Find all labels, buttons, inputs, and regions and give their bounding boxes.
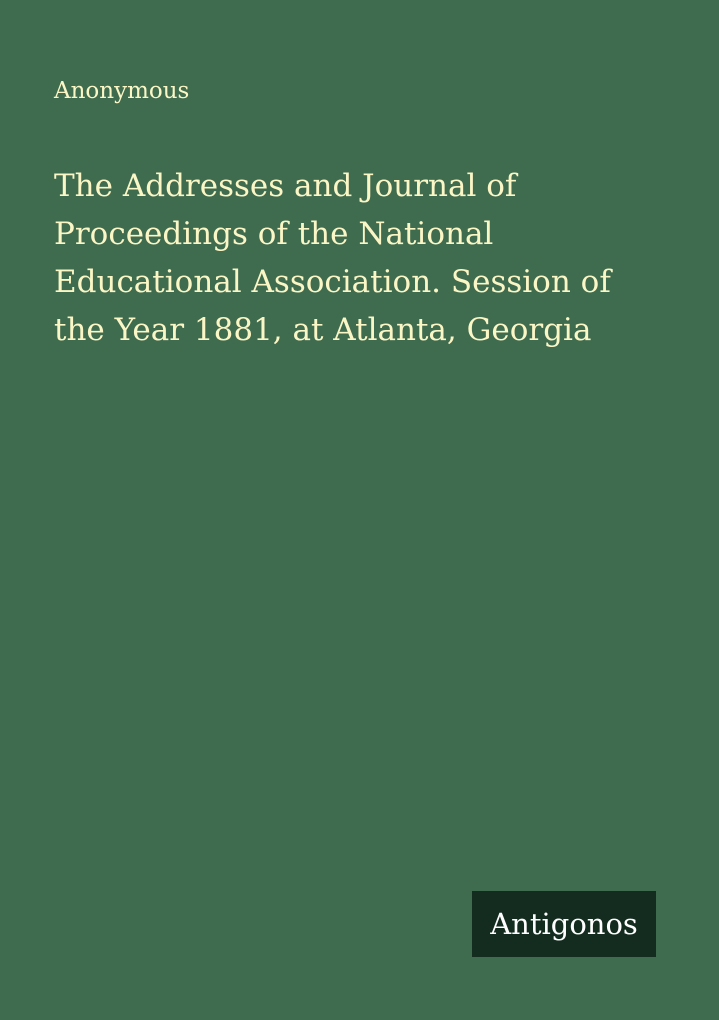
- title-line-4: the Year 1881, at Atlanta, Georgia: [54, 312, 592, 348]
- title-line-3: Educational Association. Session of: [54, 264, 611, 300]
- publisher-name: Antigonos: [490, 907, 638, 941]
- author-name: Anonymous: [54, 78, 190, 104]
- book-title: [54, 162, 694, 354]
- title-line-2: Proceedings of the National: [54, 216, 494, 252]
- title-line-1: The Addresses and Journal of: [54, 168, 517, 204]
- publisher-logo-badge: [472, 891, 656, 957]
